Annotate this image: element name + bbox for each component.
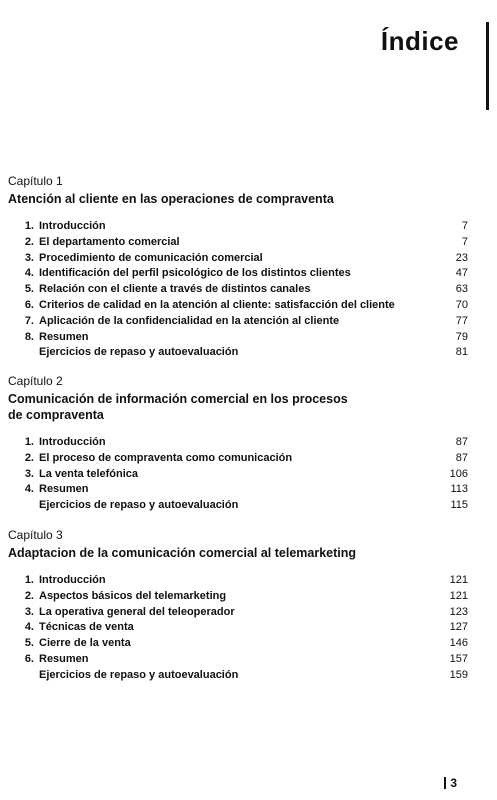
entry-page: 23 [455, 251, 468, 264]
entry-page: 47 [455, 267, 468, 280]
entry-number: 1. [24, 436, 34, 448]
toc-entry[interactable] [8, 435, 468, 451]
entry-page: 121 [449, 589, 468, 602]
entry-title: Resumen [39, 652, 89, 665]
toc-entry[interactable] [8, 589, 468, 605]
entry-page: 115 [450, 499, 468, 512]
toc-entry[interactable] [8, 652, 468, 668]
entry-page: 7 [461, 235, 468, 248]
entry-number: 8. [24, 330, 34, 343]
entry-page: 113 [450, 483, 468, 496]
entry-number: 6. [24, 652, 34, 665]
entry-title: La venta telefónica [39, 467, 139, 480]
toc-entry[interactable] [8, 330, 468, 346]
toc-entry[interactable] [8, 605, 468, 621]
toc-entry[interactable] [8, 266, 468, 282]
entry-page: 77 [455, 314, 468, 327]
entry-page: 157 [449, 652, 468, 665]
entry-number: 4. [24, 621, 34, 634]
chapter-title [8, 191, 468, 207]
title-rule [486, 22, 489, 110]
entry-number: 4. [24, 483, 34, 496]
chapter-label: Capítulo 3 [8, 528, 63, 542]
entry-number: 2. [24, 451, 34, 464]
entry-page: 87 [455, 451, 468, 464]
toc-entry[interactable] [8, 573, 468, 589]
entry-page: 79 [455, 330, 468, 343]
toc-entry[interactable] [8, 314, 468, 330]
entry-title: Ejercicios de repaso y autoevaluación [39, 346, 239, 359]
toc-entry[interactable] [8, 282, 468, 298]
toc-entry[interactable] [8, 668, 468, 684]
entry-list [8, 219, 468, 361]
toc-entry[interactable] [8, 620, 468, 636]
chapter-label: Capítulo 1 [8, 174, 63, 188]
entry-page: 87 [455, 436, 468, 448]
entry-number: 5. [24, 637, 34, 650]
entry-page: 123 [449, 605, 468, 618]
chapter-section [8, 374, 468, 514]
entry-number: 3. [24, 251, 34, 264]
entry-page: 121 [449, 574, 468, 586]
toc-entry[interactable] [8, 251, 468, 267]
entry-page: 70 [455, 298, 468, 311]
entry-page: 106 [449, 467, 468, 480]
entry-title: Ejercicios de repaso y autoevaluación [39, 668, 239, 681]
chapter-title-line: Atención al cliente en las operaciones de compraventa [8, 192, 334, 206]
toc-entry[interactable] [8, 636, 468, 652]
chapter-title-line: Comunicación de información comercial en los procesos [8, 392, 348, 406]
entry-number: 3. [24, 605, 34, 618]
toc-entry[interactable] [8, 498, 468, 514]
entry-title: Aplicación de la confidencialidad en la atención al cliente [39, 314, 340, 327]
entry-number: 2. [24, 589, 34, 602]
entry-title: Técnicas de venta [39, 621, 134, 634]
entry-title: Resumen [39, 483, 89, 496]
toc-entry[interactable] [8, 235, 468, 251]
toc-entry[interactable] [8, 345, 468, 361]
entry-page: 81 [455, 346, 468, 359]
entry-title: Aspectos básicos del telemarketing [39, 589, 227, 602]
entry-title: Relación con el cliente a través de distintos canales [39, 283, 311, 296]
entry-title: Criterios de calidad en la atención al cliente: satisfacción del cliente [39, 298, 395, 311]
toc-entry[interactable] [8, 451, 468, 467]
entry-number: 6. [24, 298, 34, 311]
toc-entry[interactable] [8, 219, 468, 235]
entry-list [8, 435, 468, 514]
entry-number: 1. [24, 220, 34, 232]
entry-title: Identificación del perfil psicológico de los distintos clientes [39, 267, 351, 280]
page-title: Índice [380, 26, 459, 56]
entry-page: 127 [449, 621, 468, 634]
chapter-section [8, 174, 468, 361]
page-number: 3 [450, 776, 457, 790]
entry-title: La operativa general del teleoperador [39, 605, 235, 618]
entry-number: 4. [24, 267, 34, 280]
entry-title: Ejercicios de repaso y autoevaluación [39, 499, 239, 512]
entry-title: Introducción [39, 574, 106, 586]
entry-title: Introducción [39, 220, 106, 232]
entry-page: 159 [449, 668, 468, 681]
toc-entry[interactable] [8, 467, 468, 483]
entry-page: 7 [461, 220, 468, 232]
page-footer [444, 776, 457, 790]
chapter-label: Capítulo 2 [8, 374, 63, 388]
entry-title: Introducción [39, 436, 106, 448]
toc-entry[interactable] [8, 482, 468, 498]
entry-number: 3. [24, 467, 34, 480]
entry-page: 146 [449, 637, 468, 650]
chapter-title [8, 391, 468, 423]
chapter-section [8, 528, 468, 684]
entry-title: El proceso de compraventa como comunicación [39, 451, 293, 464]
entry-title: Cierre de la venta [39, 637, 131, 650]
entry-number: 7. [24, 314, 34, 327]
entry-number: 2. [24, 235, 34, 248]
entry-list [8, 573, 468, 684]
entry-number: 5. [24, 283, 34, 296]
entry-page: 63 [455, 283, 468, 296]
chapter-title-line: de compraventa [8, 408, 104, 422]
footer-rule [444, 777, 446, 789]
toc-entry[interactable] [8, 298, 468, 314]
entry-title: Procedimiento de comunicación comercial [39, 251, 263, 264]
chapter-title-line: Adaptacion de la comunicación comercial al telemarketing [8, 546, 357, 560]
entry-title: El departamento comercial [39, 235, 180, 248]
chapter-title [8, 545, 468, 561]
entry-title: Resumen [39, 330, 89, 343]
entry-number: 1. [24, 574, 34, 586]
